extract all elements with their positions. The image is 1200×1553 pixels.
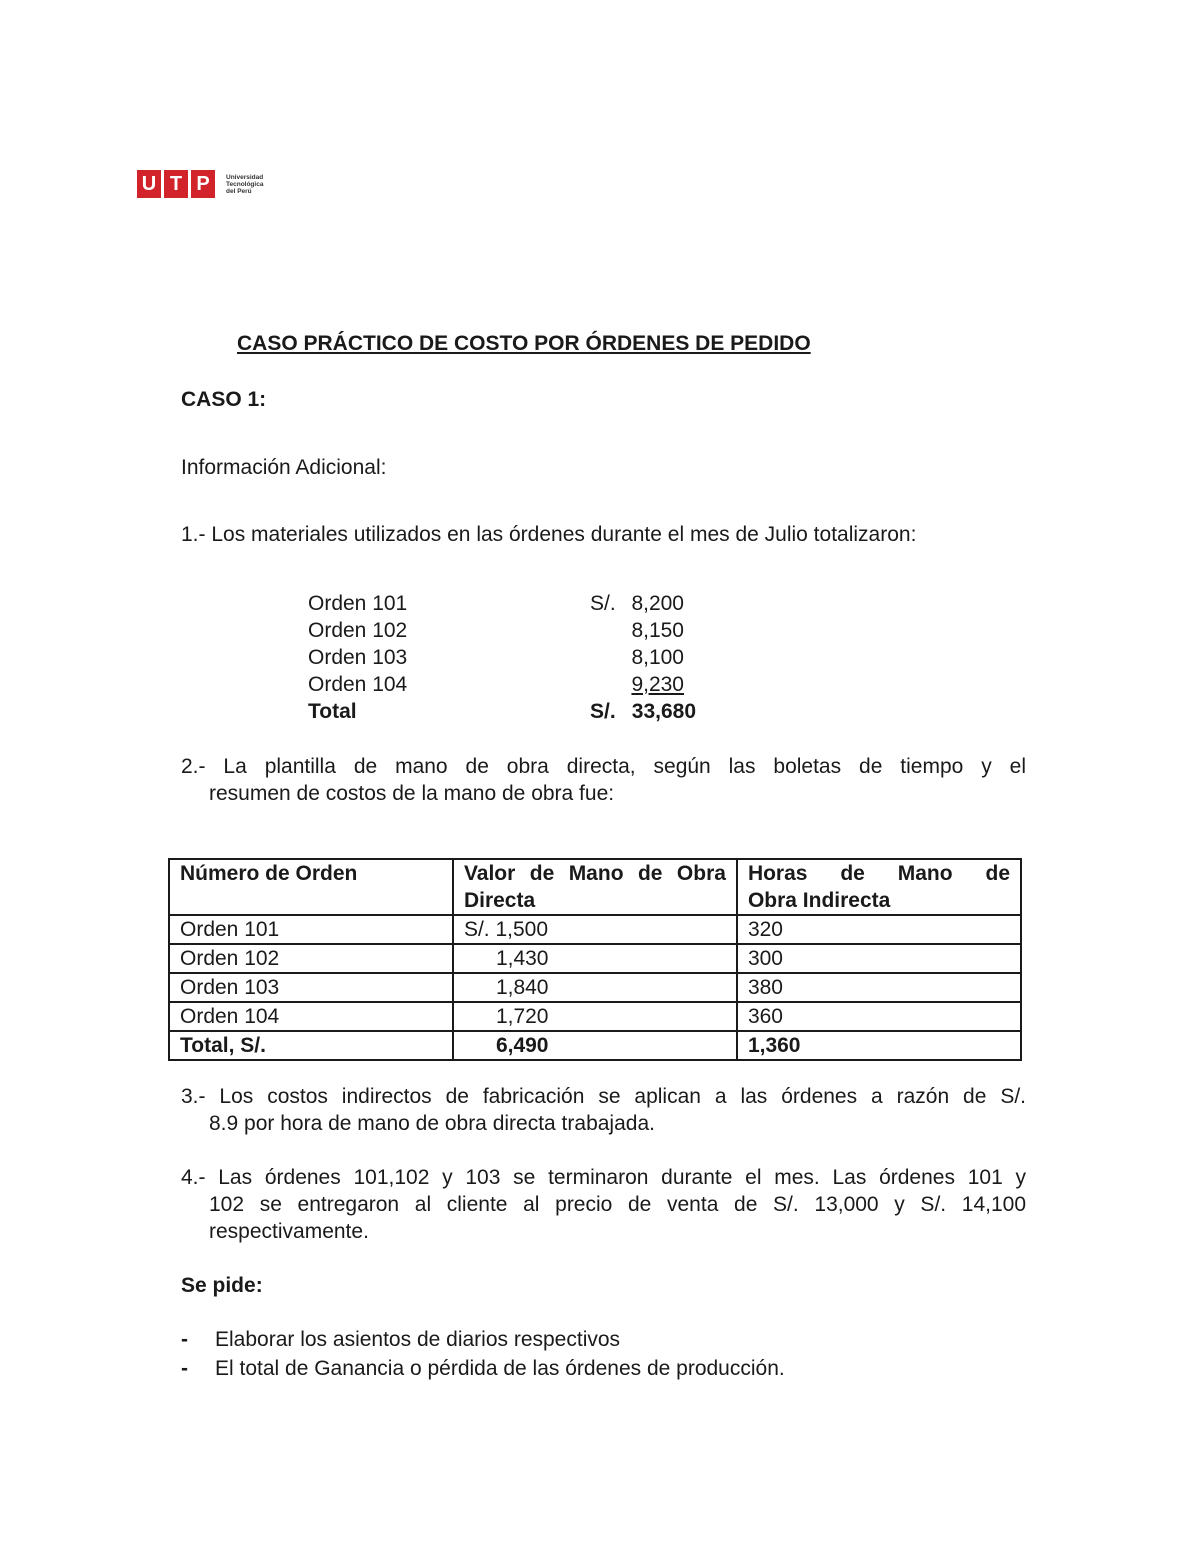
- table-header-row: [169, 859, 1021, 915]
- case-label: CASO 1:: [181, 388, 267, 411]
- info-label: Información Adicional:: [181, 456, 387, 479]
- header-direct-labor-value: Valor de Mano de Obra Directa: [453, 859, 737, 915]
- header-indirect-labor-hours: Horas de Mano de Obra Indirecta: [737, 859, 1021, 915]
- table-total-row: Total, S/. 6,490 1,360: [169, 1031, 1021, 1060]
- table-row: Orden 101 S/. 1,500 320: [169, 915, 1021, 944]
- logo-text: Universidad Tecnológica del Perú: [226, 173, 264, 195]
- logo-letter-p: P: [191, 170, 215, 198]
- materials-row: Orden 101 S/. 8,200: [308, 592, 684, 615]
- item-2-text: 2.- La plantilla de mano de obra directa, según las boletas de tiempo y el resumen de costos de la mano de obra fue:: [181, 755, 1026, 805]
- table-row: Orden 102 1,430 300: [169, 944, 1021, 973]
- labor-table: [168, 858, 1022, 1061]
- materials-row: Orden 104 9,230: [308, 673, 684, 696]
- item-1-text: 1.- Los materiales utilizados en las órdenes durante el mes de Julio totalizaron:: [181, 523, 917, 546]
- task-item: - El total de Ganancia o pérdida de las órdenes de producción.: [181, 1357, 785, 1380]
- materials-row: Orden 103 8,100: [308, 646, 684, 669]
- document-title: CASO PRÁCTICO DE COSTO POR ÓRDENES DE PEDIDO: [237, 332, 811, 355]
- item-3-text: 3.- Los costos indirectos de fabricación se aplican a las órdenes a razón de S/. 8.9 por hora de mano de obra directa trabajada.: [181, 1085, 1026, 1135]
- header-order-number: Número de Orden: [169, 859, 453, 915]
- logo-letter-t: T: [164, 170, 188, 198]
- materials-row: Orden 102 8,150: [308, 619, 684, 642]
- utp-logo: [137, 170, 263, 198]
- task-item: - Elaborar los asientos de diarios respectivos: [181, 1328, 621, 1351]
- table-row: Orden 103 1,840 380: [169, 973, 1021, 1002]
- materials-total-row: Total S/. 33,680: [308, 700, 696, 723]
- logo-letter-u: U: [137, 170, 161, 198]
- materials-list: [308, 590, 696, 725]
- se-pide-label: Se pide:: [181, 1274, 263, 1297]
- table-row: Orden 104 1,720 360: [169, 1002, 1021, 1031]
- item-4-text: 4.- Las órdenes 101,102 y 103 se terminaron durante el mes. Las órdenes 101 y 102 se entregaron al cliente al precio de venta de S/. 13,000 y S/. 14,100 respectivamente.: [181, 1166, 1026, 1243]
